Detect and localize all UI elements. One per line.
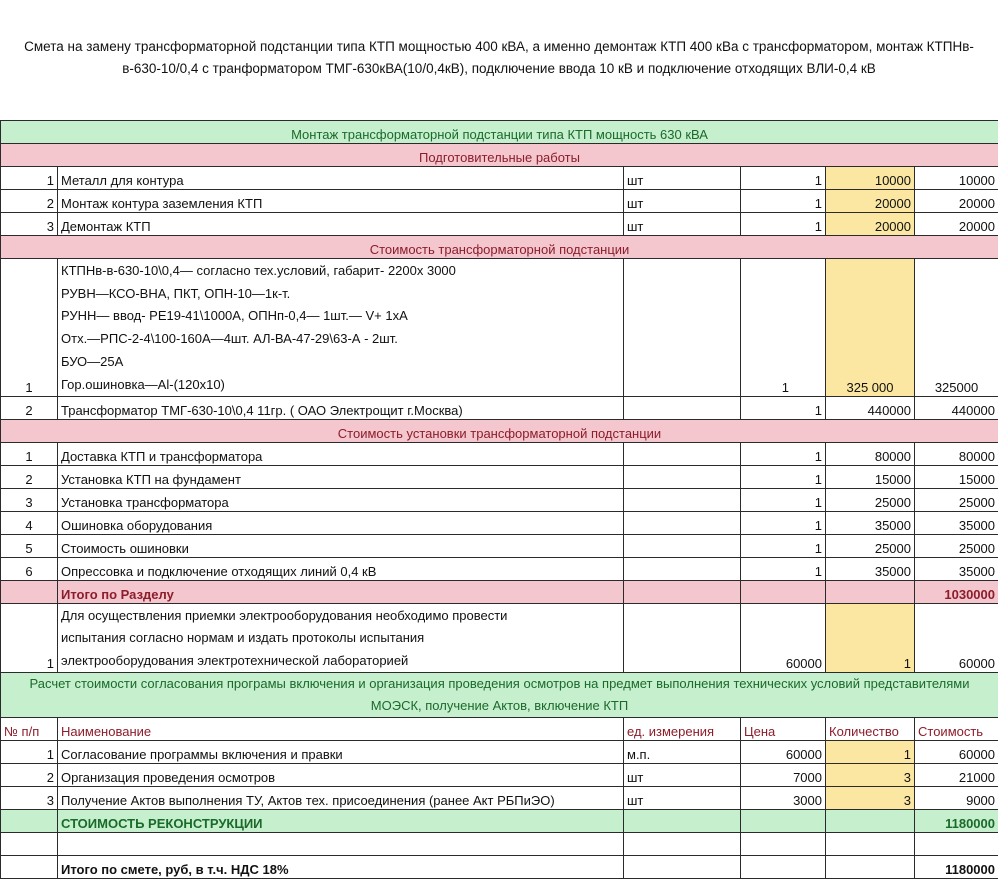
grand-total-value[interactable]: 1180000: [915, 856, 998, 879]
cell-total[interactable]: 440000: [915, 397, 998, 420]
section-main: [1, 121, 998, 144]
cell-empty[interactable]: [58, 833, 624, 856]
testing-note-line: испытания согласно нормам и издать протоколы испытания: [61, 630, 425, 646]
cell-unit[interactable]: м.п.: [624, 741, 741, 764]
cell-price[interactable]: 25000: [826, 535, 915, 558]
cell-qty[interactable]: 1: [741, 512, 826, 535]
table-row: [1, 512, 998, 535]
cell-total[interactable]: 15000: [915, 466, 998, 489]
cell-total[interactable]: 25000: [915, 535, 998, 558]
cell-total[interactable]: 9000: [915, 787, 998, 810]
cell-total[interactable]: 80000: [915, 443, 998, 466]
cell-number[interactable]: 3: [1, 489, 58, 512]
cell-total[interactable]: 10000: [915, 167, 998, 190]
cell-number[interactable]: 3: [1, 787, 58, 810]
cell-name[interactable]: Установка КТП на фундамент: [58, 466, 624, 489]
cell-number[interactable]: 4: [1, 512, 58, 535]
section-main-title[interactable]: Монтаж трансформаторной подстанции типа КТП мощность 630 кВА: [1, 121, 998, 144]
cell-name[interactable]: Согласование программы включения и правки: [58, 741, 624, 764]
cell-unit[interactable]: [624, 810, 741, 833]
cell-price[interactable]: [741, 856, 826, 879]
cell-number[interactable]: [1, 810, 58, 833]
cell-unit[interactable]: шт: [624, 764, 741, 787]
ktp-spec-line: Отх.—РПС-2-4\100-160А—4шт. АЛ-ВА-47-29\63-А - 2шт.: [61, 331, 398, 347]
cell-number[interactable]: 5: [1, 535, 58, 558]
cell-empty[interactable]: [915, 833, 998, 856]
cell-unit[interactable]: [624, 558, 741, 581]
table-row: [1, 397, 998, 420]
cell-price[interactable]: 20000: [826, 213, 915, 236]
cell-qty[interactable]: 1: [741, 213, 826, 236]
testing-note-cell[interactable]: [58, 604, 624, 673]
cell-unit[interactable]: шт: [624, 787, 741, 810]
estimate-table: [0, 120, 998, 879]
cell-price[interactable]: 7000: [741, 764, 826, 787]
section-prep: [1, 144, 998, 167]
header-name[interactable]: Наименование: [58, 718, 624, 741]
cell-number[interactable]: 2: [1, 466, 58, 489]
table-header: [1, 718, 998, 741]
cell-qty[interactable]: 3: [826, 787, 915, 810]
cell-name[interactable]: Опрессовка и подключение отходящих линий 0,4 кВ: [58, 558, 624, 581]
cell-number[interactable]: 1: [1, 741, 58, 764]
cell-price[interactable]: [826, 581, 915, 604]
grand-total-label[interactable]: Итого по смете, руб, в т.ч. НДС 18%: [58, 856, 624, 879]
cell-qty[interactable]: 1: [741, 167, 826, 190]
cell-number[interactable]: 2: [1, 764, 58, 787]
cell-price[interactable]: 10000: [826, 167, 915, 190]
section-approval-title[interactable]: Расчет стоимости согласования програмы включения и организация проведения осмотров на предмет выполнения технических условий представителями МОЭСК, получение Актов, включение КТП: [1, 673, 998, 718]
testing-note-line: Для осуществления приемки электрооборудования необходимо провести: [61, 607, 508, 623]
reconstruction-label[interactable]: СТОИМОСТЬ РЕКОНСТРУКЦИИ: [58, 810, 624, 833]
cell-total[interactable]: 60000: [915, 741, 998, 764]
section-install-title[interactable]: Стоимость установки трансформаторной подстанции: [1, 420, 998, 443]
cell-price[interactable]: 325 000: [826, 259, 915, 397]
table-row-ktp: [1, 259, 998, 397]
cell-empty[interactable]: [624, 833, 741, 856]
cell-number[interactable]: 6: [1, 558, 58, 581]
header-number[interactable]: № п/п: [1, 718, 58, 741]
header-total[interactable]: Стоимость: [915, 718, 998, 741]
ktp-spec-line: КТПНв-в-630-10\0,4— согласно тех.условий, габарит- 2200х 3000: [61, 263, 456, 278]
cell-unit[interactable]: [624, 466, 741, 489]
cell-price[interactable]: 440000: [826, 397, 915, 420]
cell-qty[interactable]: 1: [741, 489, 826, 512]
table-row: [1, 190, 998, 213]
grand-total-row: [1, 856, 998, 879]
cell-qty[interactable]: [741, 581, 826, 604]
section-approval: [1, 673, 998, 718]
cell-unit[interactable]: [624, 581, 741, 604]
cell-number[interactable]: 1: [1, 443, 58, 466]
cell-unit[interactable]: [624, 856, 741, 879]
table-row-empty: [1, 833, 998, 856]
cell-unit[interactable]: шт: [624, 213, 741, 236]
cell-unit[interactable]: [624, 443, 741, 466]
cell-price[interactable]: 35000: [826, 512, 915, 535]
cell-qty[interactable]: 1: [741, 397, 826, 420]
cell-unit[interactable]: [624, 397, 741, 420]
cell-qty[interactable]: 1: [741, 259, 826, 397]
cell-unit[interactable]: шт: [624, 167, 741, 190]
cell-total[interactable]: 60000: [915, 604, 998, 673]
table-row: [1, 213, 998, 236]
table-row: [1, 741, 998, 764]
cell-price[interactable]: 15000: [826, 466, 915, 489]
cell-total[interactable]: 35000: [915, 512, 998, 535]
cell-total[interactable]: 20000: [915, 190, 998, 213]
section-cost: [1, 236, 998, 259]
cell-number[interactable]: 1: [1, 259, 58, 397]
cell-qty[interactable]: [826, 856, 915, 879]
cell-qty[interactable]: 1: [741, 190, 826, 213]
table-row: [1, 167, 998, 190]
cell-total[interactable]: 20000: [915, 213, 998, 236]
section-cost-title[interactable]: Стоимость трансформаторной подстанции: [1, 236, 998, 259]
table-row-testing: [1, 604, 998, 673]
cell-price[interactable]: 1: [826, 604, 915, 673]
cell-qty[interactable]: 60000: [741, 604, 826, 673]
section-prep-title[interactable]: Подготовительные работы: [1, 144, 998, 167]
ktp-spec-line: РУНН— ввод- РЕ19-41\1000А, ОПНп-0,4— 1шт.— V+ 1хА: [61, 308, 408, 324]
cell-number[interactable]: 3: [1, 213, 58, 236]
cell-price[interactable]: 25000: [826, 489, 915, 512]
cell-qty[interactable]: [826, 810, 915, 833]
cell-name[interactable]: Установка трансформатора: [58, 489, 624, 512]
cell-qty[interactable]: 1: [741, 466, 826, 489]
header-price[interactable]: Цена: [741, 718, 826, 741]
cell-name[interactable]: Получение Актов выполнения ТУ, Актов тех. присоединения (ранее Акт РБПиЭО): [58, 787, 624, 810]
table-row: [1, 787, 998, 810]
table-row: [1, 443, 998, 466]
cell-name[interactable]: Демонтаж КТП: [58, 213, 624, 236]
cell-number[interactable]: [1, 856, 58, 879]
ktp-spec-line: Гор.ошиновка—Al-(120х10): [61, 376, 225, 392]
section-install: [1, 420, 998, 443]
cell-name[interactable]: Ошиновка оборудования: [58, 512, 624, 535]
section-total-value[interactable]: 1030000: [915, 581, 998, 604]
table-row: [1, 558, 998, 581]
cell-number[interactable]: 1: [1, 604, 58, 673]
cell-unit[interactable]: [624, 604, 741, 673]
cell-number[interactable]: 1: [1, 167, 58, 190]
reconstruction-value[interactable]: 1180000: [915, 810, 998, 833]
cell-name[interactable]: Организация проведения осмотров: [58, 764, 624, 787]
cell-number[interactable]: [1, 581, 58, 604]
cell-empty[interactable]: [1, 833, 58, 856]
cell-name[interactable]: Металл для контура: [58, 167, 624, 190]
cell-price[interactable]: 60000: [741, 741, 826, 764]
cell-unit[interactable]: [624, 259, 741, 397]
cell-empty[interactable]: [741, 833, 826, 856]
cell-empty[interactable]: [826, 833, 915, 856]
cell-unit[interactable]: [624, 489, 741, 512]
cell-price[interactable]: [741, 810, 826, 833]
cell-name[interactable]: Стоимость ошиновки: [58, 535, 624, 558]
section-total-row: [1, 581, 998, 604]
cell-qty[interactable]: 1: [741, 443, 826, 466]
header-unit[interactable]: ед. измерения: [624, 718, 741, 741]
reconstruction-row: [1, 810, 998, 833]
cell-name[interactable]: Трансформатор ТМГ-630-10\0,4 11гр. ( ОАО Электрощит г.Москва): [58, 397, 624, 420]
table-row: [1, 489, 998, 512]
cell-number[interactable]: 2: [1, 397, 58, 420]
testing-note-line: электрооборудования электротехнической лабораторией: [61, 652, 409, 668]
cell-number[interactable]: 2: [1, 190, 58, 213]
cell-qty[interactable]: 3: [826, 764, 915, 787]
ktp-spec-line: РУВН—КСО-ВНА, ПКТ, ОПН-10—1к-т.: [61, 285, 291, 301]
cell-price[interactable]: 80000: [826, 443, 915, 466]
section-total-label[interactable]: Итого по Разделу: [58, 581, 624, 604]
cell-qty[interactable]: 1: [741, 558, 826, 581]
table-row: [1, 466, 998, 489]
cell-price[interactable]: 20000: [826, 190, 915, 213]
cell-total[interactable]: 325000: [915, 259, 998, 397]
cell-name[interactable]: Доставка КТП и трансформатора: [58, 443, 624, 466]
cell-price[interactable]: 35000: [826, 558, 915, 581]
table-row: [1, 764, 998, 787]
cell-unit[interactable]: [624, 535, 741, 558]
ktp-spec-line: БУО—25А: [61, 353, 124, 369]
cell-unit[interactable]: [624, 512, 741, 535]
cell-total[interactable]: 21000: [915, 764, 998, 787]
cell-name[interactable]: Монтаж контура заземления КТП: [58, 190, 624, 213]
cell-total[interactable]: 35000: [915, 558, 998, 581]
cell-total[interactable]: 25000: [915, 489, 998, 512]
cell-price[interactable]: 3000: [741, 787, 826, 810]
header-qty[interactable]: Количество: [826, 718, 915, 741]
ktp-spec-cell[interactable]: [58, 259, 624, 397]
cell-unit[interactable]: шт: [624, 190, 741, 213]
cell-qty[interactable]: 1: [741, 535, 826, 558]
document-title: Смета на замену трансформаторной подстанции типа КТП мощностью 400 кВА, а именно демонтаж КТП 400 кВа с трансформатором, монтаж КТПНв-в-630-10/0,4 с транформатором ТМГ-630кВА(10/0,4кВ), подключение ввода 10 кВ и подключение отходящих ВЛИ-0,4 кВ: [24, 39, 974, 76]
table-row: [1, 535, 998, 558]
cell-qty[interactable]: 1: [826, 741, 915, 764]
